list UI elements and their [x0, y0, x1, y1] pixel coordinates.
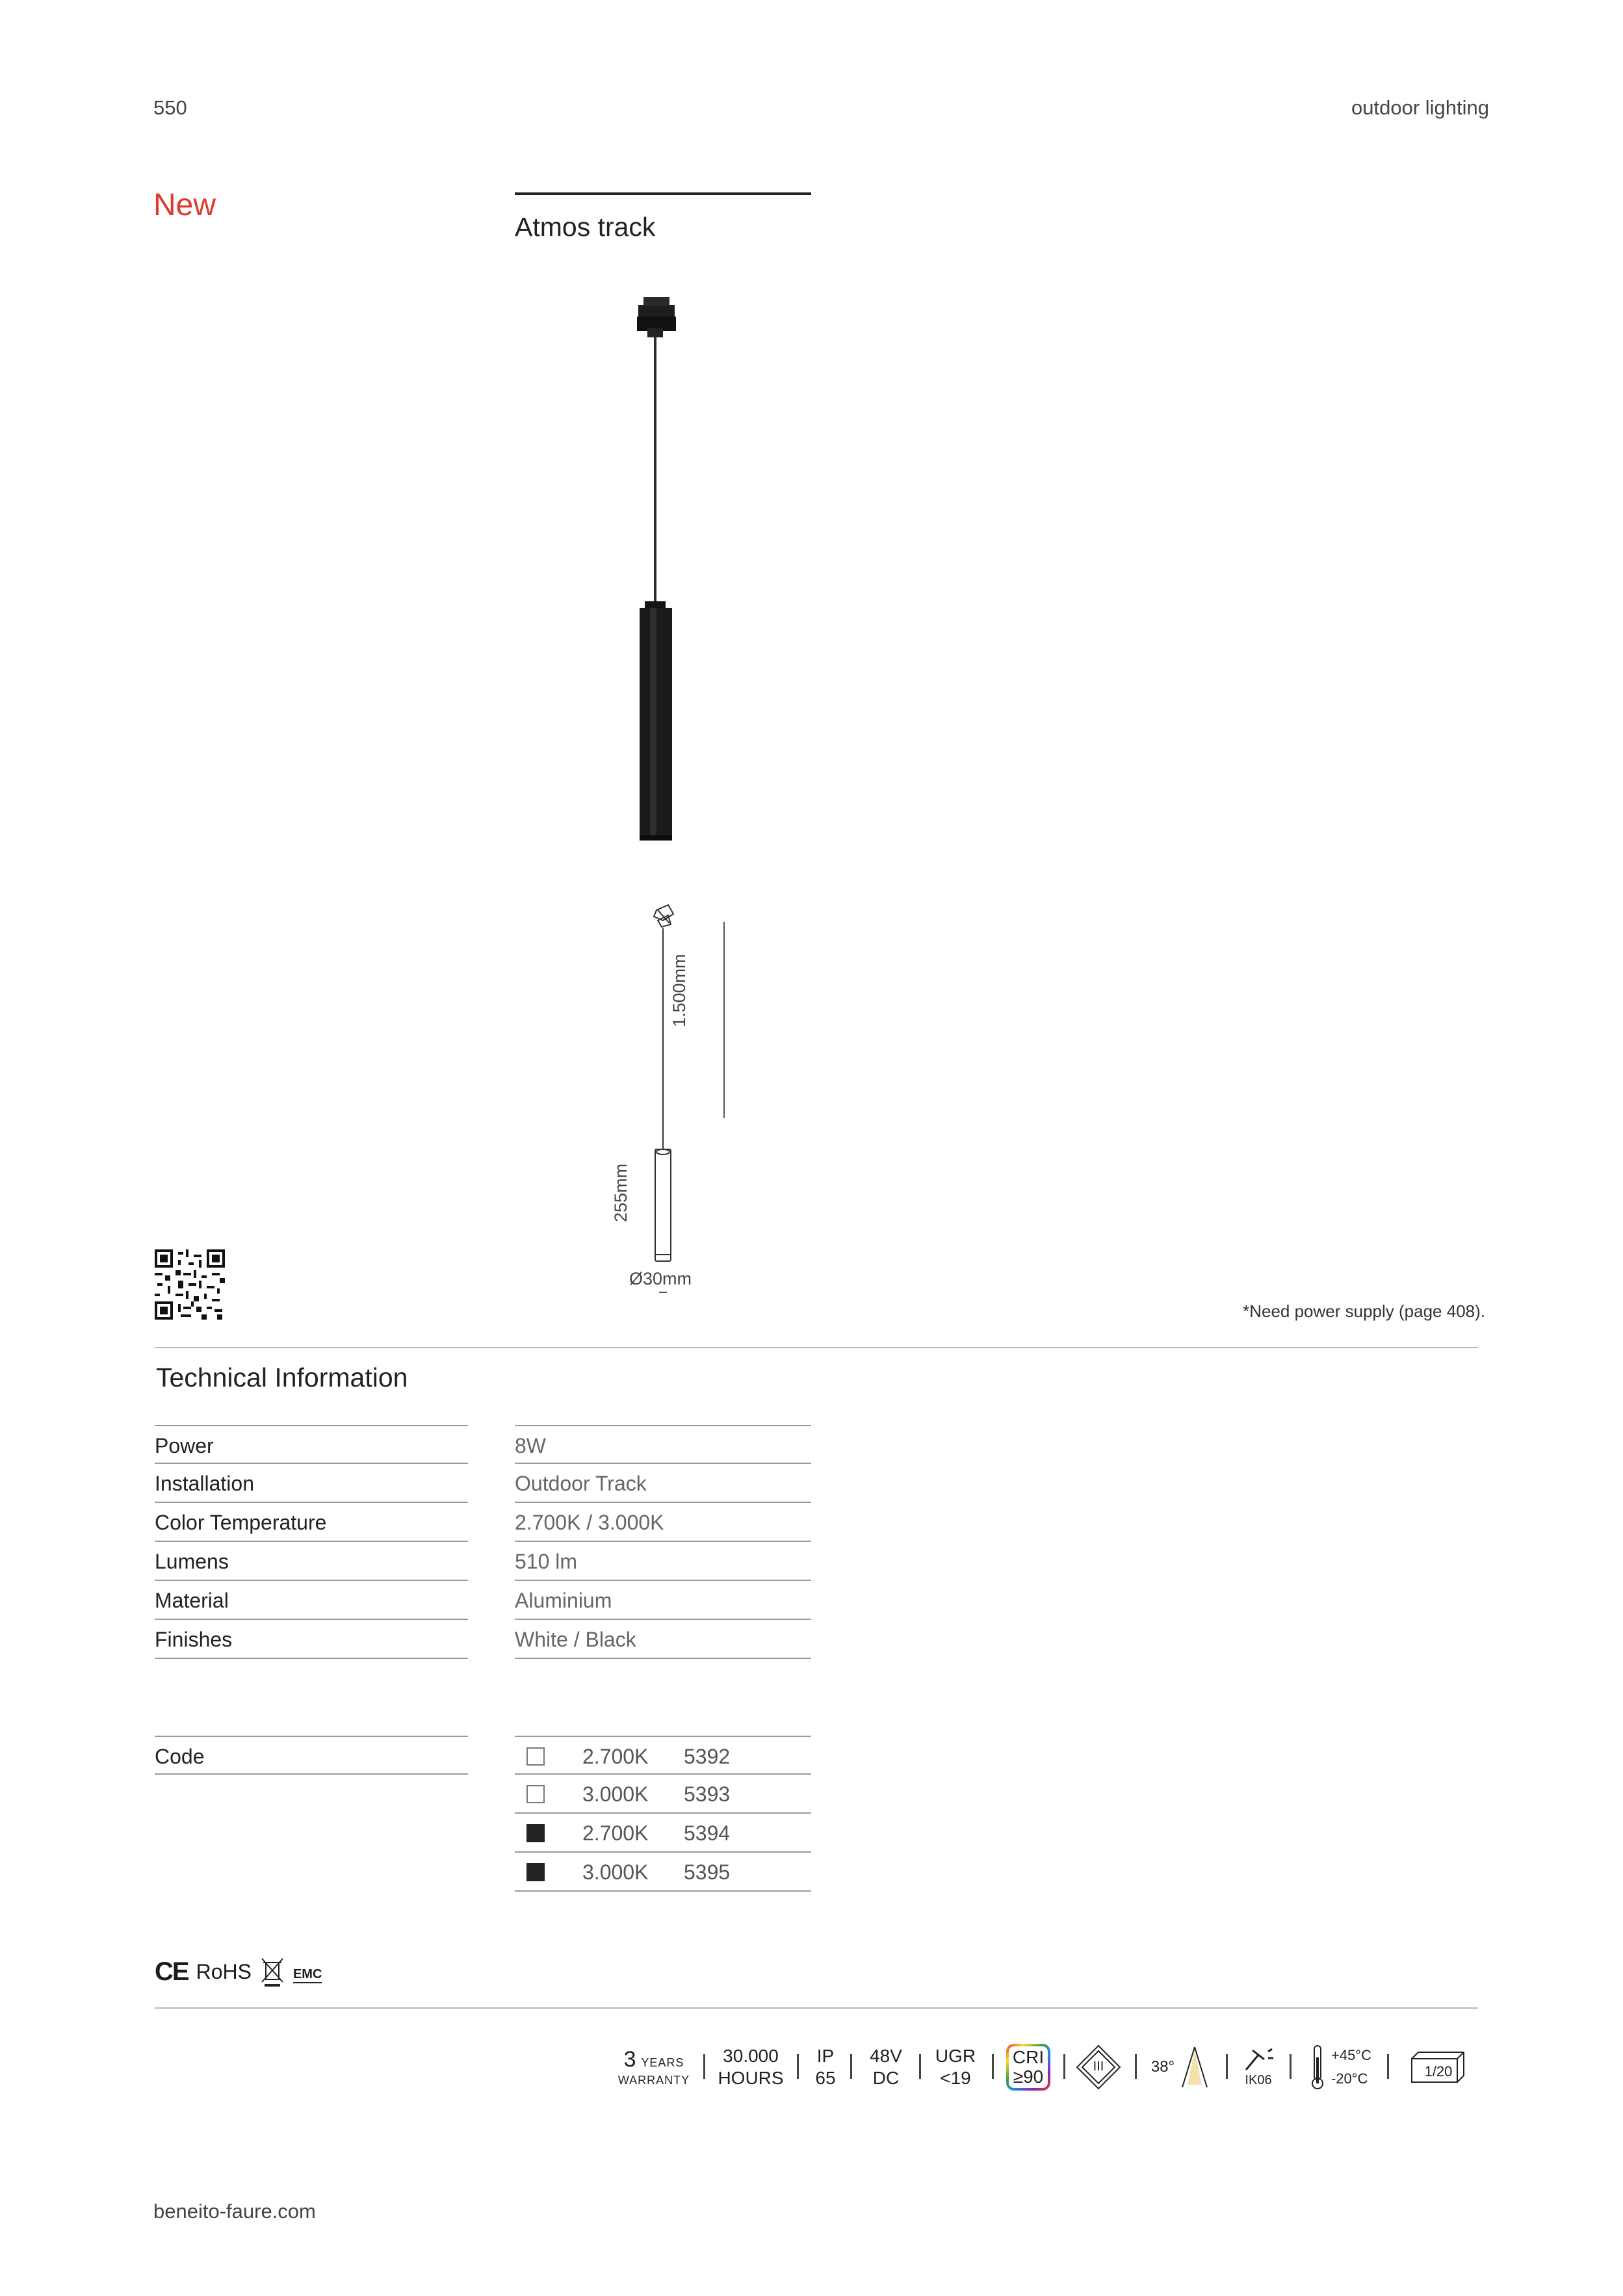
- code-row: [515, 1853, 811, 1892]
- divider-bottom: [155, 2007, 1478, 2009]
- spec-value-power: 8W: [515, 1425, 811, 1464]
- temperature-max: +45°C: [1331, 2047, 1371, 2063]
- packaging-units: 1/20: [1424, 2063, 1453, 2080]
- ugr-value: <19: [940, 2068, 971, 2088]
- cable-length-label: 1.500mm: [669, 954, 689, 1027]
- separator: [1387, 2054, 1389, 2079]
- beam-angle-badge: [1145, 2041, 1217, 2093]
- certifications: [155, 1955, 322, 1988]
- ik-rating-value: IK06: [1245, 2073, 1272, 2087]
- class-iii-label: III: [1093, 2059, 1104, 2074]
- product-photo: [624, 296, 702, 855]
- black-finish-swatch: [526, 1863, 545, 1881]
- separator: [797, 2054, 799, 2079]
- product-code: 5393: [684, 1782, 731, 1806]
- ip-label: IP: [816, 2046, 835, 2066]
- ip-value: 65: [815, 2068, 836, 2088]
- spec-label-finishes: Finishes: [155, 1620, 468, 1659]
- spec-value-color-temperature: 2.700K / 3.000K: [515, 1503, 811, 1542]
- spec-label-lumens: Lumens: [155, 1542, 468, 1581]
- spec-value-material: Aluminium: [515, 1581, 811, 1620]
- voltage-value: 48V: [870, 2046, 902, 2066]
- code-row: [515, 1775, 811, 1814]
- warranty-word: WARRANTY: [617, 2073, 690, 2087]
- product-code: 5394: [684, 1821, 731, 1845]
- ik-rating-badge: [1239, 2041, 1278, 2093]
- emc-mark-icon: EMC: [293, 1961, 322, 1983]
- spec-value-finishes: White / Black: [515, 1620, 811, 1659]
- cri-badge: [1005, 2041, 1052, 2093]
- code-temperature: 3.000K: [582, 1782, 649, 1806]
- ugr-label: UGR: [935, 2046, 976, 2066]
- power-supply-note: *Need power supply (page 408).: [1243, 1301, 1485, 1321]
- class-iii-badge: [1074, 2041, 1123, 2093]
- footer-website[interactable]: beneito-faure.com: [153, 2200, 316, 2223]
- product-code: 5392: [684, 1745, 731, 1768]
- code-temperature: 2.700K: [582, 1745, 649, 1768]
- spec-value-lumens: 510 lm: [515, 1542, 811, 1581]
- warranty-badge: [617, 2041, 690, 2093]
- separator: [1135, 2054, 1137, 2079]
- body-length-label: 255mm: [611, 1163, 630, 1222]
- ugr-badge: [929, 2041, 981, 2093]
- separator: [850, 2054, 852, 2079]
- white-finish-swatch: [526, 1747, 545, 1766]
- beam-angle-value: 38°: [1150, 2058, 1175, 2076]
- separator: [1290, 2054, 1292, 2079]
- spec-label-color-temperature: Color Temperature: [155, 1503, 468, 1542]
- page-number: 550: [153, 96, 187, 119]
- temperature-range-badge: [1305, 2041, 1377, 2093]
- qr-code[interactable]: [155, 1249, 225, 1320]
- black-finish-swatch: [526, 1824, 545, 1842]
- packaging-badge: [1399, 2041, 1477, 2093]
- separator: [919, 2054, 921, 2079]
- code-temperature: 2.700K: [582, 1821, 649, 1845]
- code-row: [515, 1814, 811, 1853]
- new-badge: New: [153, 188, 216, 222]
- separator: [1226, 2054, 1228, 2079]
- spec-value-installation: Outdoor Track: [515, 1464, 811, 1503]
- separator: [1063, 2054, 1065, 2079]
- cri-value: ≥90: [1013, 2067, 1044, 2087]
- voltage-badge: [862, 2041, 910, 2093]
- technical-drawing: [585, 897, 741, 1313]
- thermometer-icon: [1310, 2044, 1325, 2090]
- separator: [703, 2054, 705, 2079]
- product-title: Atmos track: [515, 212, 656, 242]
- technical-info-title: Technical Information: [156, 1363, 408, 1392]
- beam-angle-icon: [1178, 2044, 1211, 2090]
- separator: [992, 2054, 994, 2079]
- diameter-label: Ø30mm: [629, 1269, 692, 1288]
- cri-label: CRI: [1012, 2047, 1045, 2067]
- spec-label-power: Power: [155, 1425, 468, 1464]
- code-temperature: 3.000K: [582, 1860, 649, 1884]
- code-label: Code: [155, 1736, 468, 1775]
- temperature-min: -20°C: [1331, 2070, 1368, 2087]
- ce-mark-icon: CE: [155, 1957, 188, 1986]
- lifetime-hours-badge: [715, 2041, 786, 2093]
- weee-bin-icon: [259, 1956, 285, 1987]
- white-finish-swatch: [526, 1785, 545, 1803]
- spec-label-installation: Installation: [155, 1464, 468, 1503]
- lifetime-hours-label: HOURS: [718, 2068, 784, 2088]
- ip-rating-badge: [807, 2041, 844, 2093]
- divider-top: [155, 1347, 1478, 1348]
- warranty-years: 3: [623, 2046, 636, 2072]
- lifetime-hours-value: 30.000: [723, 2046, 779, 2066]
- warranty-years-unit: YEARS: [641, 2055, 684, 2069]
- hammer-impact-icon: [1242, 2046, 1275, 2072]
- section-title: outdoor lighting: [1351, 96, 1489, 119]
- product-code: 5395: [684, 1860, 731, 1884]
- rohs-mark: RoHS: [196, 1959, 252, 1983]
- spec-label-material: Material: [155, 1581, 468, 1620]
- title-rule: [515, 192, 811, 195]
- code-row: [515, 1736, 811, 1775]
- current-type: DC: [872, 2068, 900, 2088]
